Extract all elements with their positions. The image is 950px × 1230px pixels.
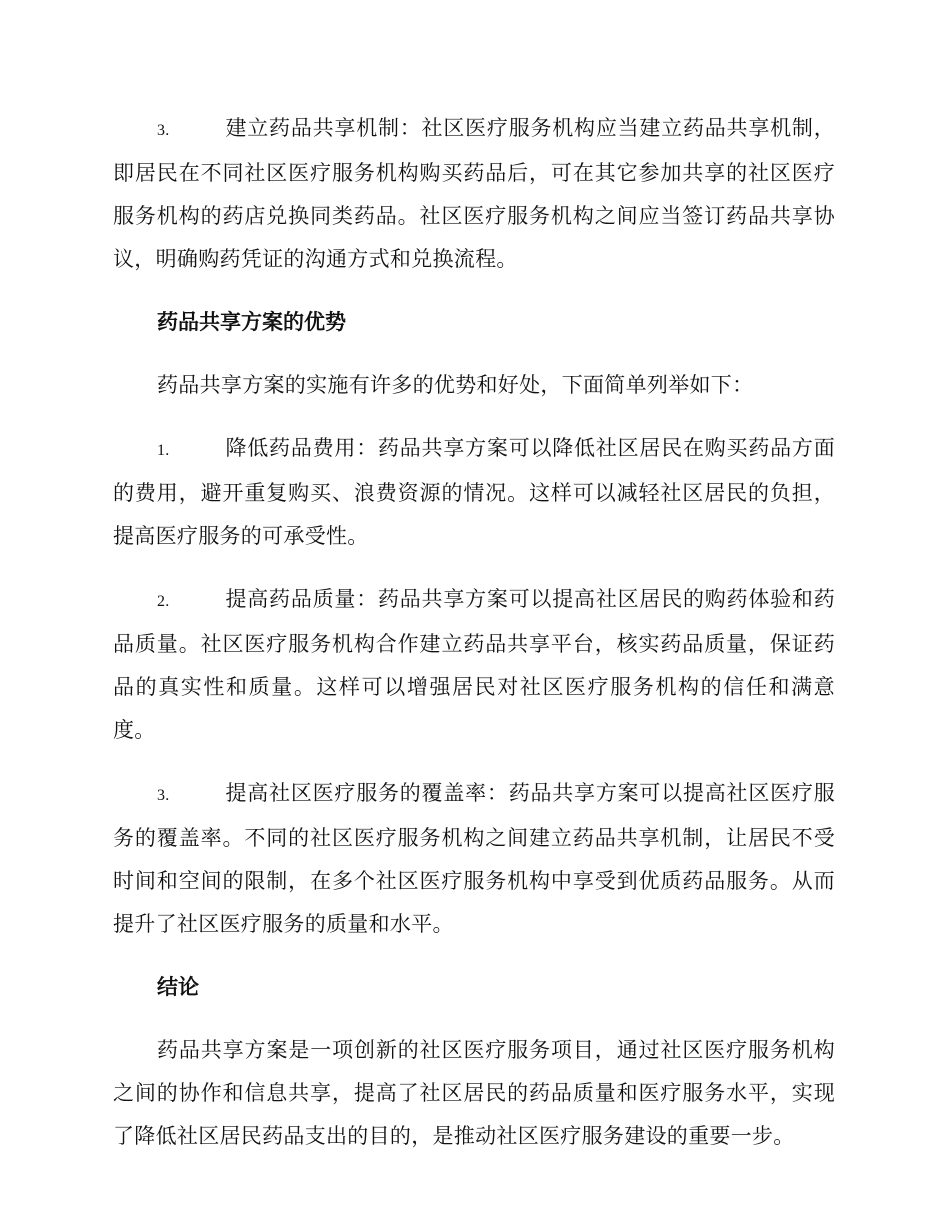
section-heading-advantages: 药品共享方案的优势 [157,310,346,334]
list-item-text: 提高药品质量：药品共享方案可以提高社区居民的购药体验和药品质量。社区医疗服务机构合作建立药品共享平台，核实药品质量，保证药品的真实性和质量。这样可以增强居民对社区医疗服务机构的信任和满意度。 [113,587,835,742]
list-item-mechanism [113,107,835,281]
list-item-reduce-cost [113,427,835,558]
list-item-number: 3. [157,122,170,139]
list-item-improve-quality [113,578,835,752]
list-item-text: 建立药品共享机制：社区医疗服务机构应当建立药品共享机制，即居民在不同社区医疗服务机构购买药品后，可在其它参加共享的社区医疗服务机构的药店兑换同类药品。社区医疗服务机构之间应当签订药品共享协议，明确购药凭证的沟通方式和兑换流程。 [113,116,835,271]
list-item-number: 2. [157,593,170,610]
list-item-text: 降低药品费用：药品共享方案可以降低社区居民在购买药品方面的费用，避开重复购买、浪费资源的情况。这样可以减轻社区居民的负担，提高医疗服务的可承受性。 [113,436,835,548]
list-item-number: 3. [157,787,170,804]
conclusion-paragraph: 药品共享方案是一项创新的社区医疗服务项目，通过社区医疗服务机构之间的协作和信息共享，提高了社区居民的药品质量和医疗服务水平，实现了降低社区居民药品支出的目的，是推动社区医疗服务建设的重要一步。 [113,1038,835,1148]
list-item-text: 提高社区医疗服务的覆盖率：药品共享方案可以提高社区医疗服务的覆盖率。不同的社区医疗服务机构之间建立药品共享机制，让居民不受时间和空间的限制，在多个社区医疗服务机构中享受到优质药品服务。从而提升了社区医疗服务的质量和水平。 [113,781,835,936]
list-item-number: 1. [157,442,170,459]
document-body [113,107,835,1178]
advantages-intro-paragraph: 药品共享方案的实施有许多的优势和好处，下面简单列举如下： [157,373,754,397]
list-item-coverage [113,772,835,946]
section-heading-conclusion: 结论 [157,975,199,999]
